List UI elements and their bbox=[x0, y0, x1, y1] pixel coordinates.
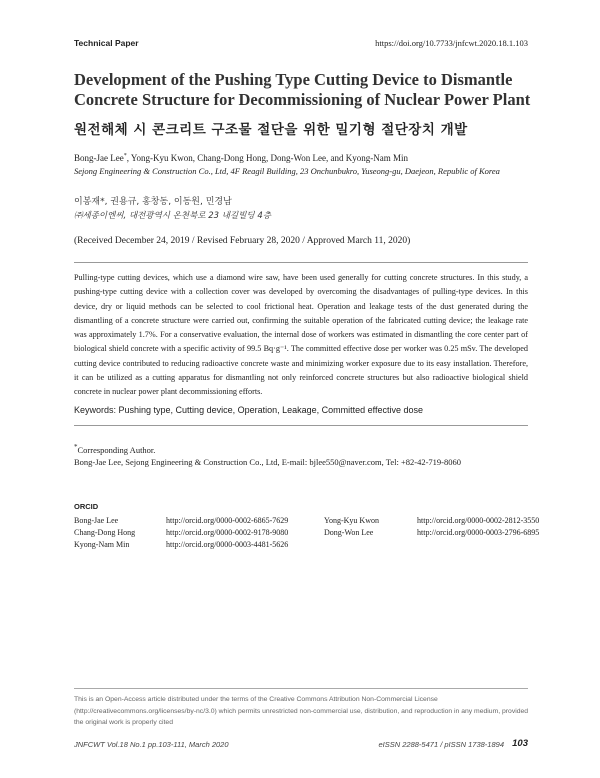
journal-reference: JNFCWT Vol.18 No.1 pp.103-111, March 2020 bbox=[74, 740, 229, 749]
orcid-url[interactable]: http://orcid.org/0000-0003-4481-5626 bbox=[166, 540, 289, 549]
corresponding-marker: * bbox=[74, 443, 78, 451]
page-number: 103 bbox=[512, 738, 528, 749]
corresponding-author-details: Bong-Jae Lee, Sejong Engineering & Construction Co., Ltd, E-mail: bjlee550@naver.com, Tel: +82-42-719-8060 bbox=[74, 457, 461, 467]
divider bbox=[74, 688, 528, 689]
corresponding-marker: * bbox=[123, 153, 127, 159]
keywords: Keywords: Pushing type, Cutting device, Operation, Leakage, Committed effective dose bbox=[74, 405, 424, 415]
orcid-author-name: Bong-Jae Lee bbox=[74, 516, 119, 525]
divider bbox=[74, 262, 528, 263]
other-authors: , Yong-Kyu Kwon, Chang-Dong Hong, Dong-Won Lee, and Kyong-Nam Min bbox=[126, 153, 408, 163]
orcid-url[interactable]: http://orcid.org/0000-0002-2812-3550 bbox=[417, 516, 540, 525]
orcid-url[interactable]: http://orcid.org/0000-0002-6865-7629 bbox=[166, 516, 289, 525]
author-list bbox=[74, 153, 408, 163]
korean-affiliation: ㈜세종이엔씨, 대전광역시 온천북로 23 내길빌딩 4층 bbox=[74, 211, 271, 221]
abstract: Pulling-type cutting devices, which use a diamond wire saw, have been used generally for cutting concrete structures. In this study, a pushing-type cutting device with a collection cover was developed by overcoming the disadvantages of pulling-type devices. In this device, dry or liquid methods can be selected to cool frictional heat. Operation and leakage tests of the dust generated during the dismantling of a concrete structure were carried out, confirming the suitable operation of the fabricated cutting device; the leakage rate was approximately 1.7%. For a conservative evaluation, the internal dose of workers was estimated in dismantling the core center part of biological shield concrete with a specific activity of 99.5 Bq·g⁻¹. The committed effective dose per worker was 0.25 mSv. The developed cutting device contributed to reducing radioactive concrete waste and minimizing worker exposure due to its easy installation. Therefore, it can be utilized as a cutting apparatus for dismantling not only reinforced concrete structures but also radioactive biological shield concrete in nuclear power plant decommissioning efforts. bbox=[74, 273, 528, 397]
page-title: Development of the Pushing Type Cutting Device to Dismantle Concrete Structure for Decommissioning of Nuclear Power Plant bbox=[74, 70, 531, 109]
header-label: Technical Paper bbox=[74, 38, 139, 48]
doi-link[interactable]: https://doi.org/10.7733/jnfcwt.2020.18.1.103 bbox=[375, 38, 528, 48]
orcid-author-name: Dong-Won Lee bbox=[324, 528, 374, 537]
korean-author-list: 이봉재*, 권용규, 홍창동, 이동원, 민경남 bbox=[74, 197, 232, 207]
first-author: Bong-Jae Lee bbox=[74, 153, 124, 163]
corresponding-label-text: Corresponding Author. bbox=[77, 444, 156, 455]
orcid-url[interactable]: http://orcid.org/0000-0003-2796-6895 bbox=[417, 528, 540, 537]
orcid-heading: ORCID bbox=[74, 502, 99, 511]
orcid-author-name: Chang-Dong Hong bbox=[74, 528, 136, 537]
divider bbox=[74, 425, 528, 426]
orcid-author-name: Kyong-Nam Min bbox=[74, 540, 130, 549]
korean-title: 원전해체 시 콘크리트 구조물 절단을 위한 밀기형 절단장치 개발 bbox=[74, 122, 468, 138]
orcid-url[interactable]: http://orcid.org/0000-0002-9178-9080 bbox=[166, 528, 289, 537]
license-notice: This is an Open-Access article distributed under the terms of the Creative Commons Attribution Non-Commercial License (http://creativecommons.org/licenses/by-nc/3.0) which permits unrestricted non-commercial use, distribution, and reproduction in any medium, provided the original work is properly cited bbox=[74, 696, 529, 726]
corresponding-author-label bbox=[74, 443, 155, 455]
publication-dates: (Received December 24, 2019 / Revised February 28, 2020 / Approved March 11, 2020) bbox=[74, 236, 411, 246]
orcid-author-name: Yong-Kyu Kwon bbox=[324, 516, 379, 525]
affiliation: Sejong Engineering & Construction Co., Ltd, 4F Reagil Building, 23 Onchunbukro, Yuseong-gu, Daejeon, Republic of Korea bbox=[74, 166, 500, 176]
issn: eISSN 2288-5471 / pISSN 1738-1894 bbox=[378, 740, 504, 749]
